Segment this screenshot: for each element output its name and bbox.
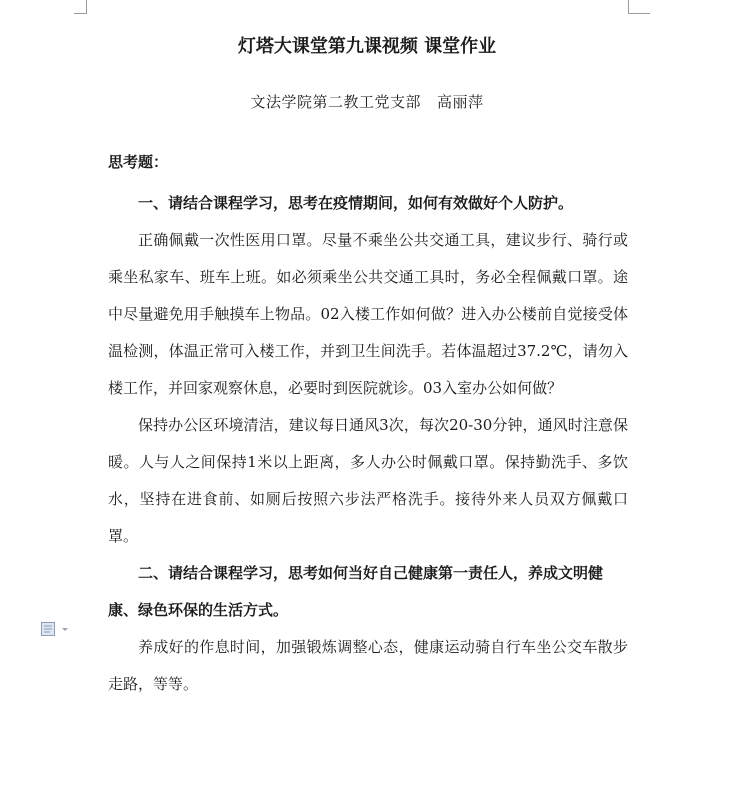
question-1: 一、请结合课程学习，思考在疫情期间，如何有效做好个人防护。 xyxy=(138,194,574,212)
crop-mark-top-left xyxy=(86,0,87,14)
crop-mark-top-right xyxy=(628,0,629,14)
document-body xyxy=(108,148,628,703)
author-name: 高丽萍 xyxy=(437,93,484,111)
document-options-icon[interactable] xyxy=(40,621,74,637)
crop-mark-top-right xyxy=(628,13,650,14)
author-unit: 文法学院第二教工党支部 xyxy=(250,93,421,111)
document-options-icon-glyph xyxy=(40,621,74,637)
question-2: 二、请结合课程学习，思考如何当好自己健康第一责任人，养成文明健康、绿色环保的生活方式。 xyxy=(108,564,604,619)
author-line xyxy=(0,91,734,113)
answer-1-paragraph-2: 保持办公区环境清洁，建议每日通风3次，每次20-30分钟，通风时注意保暖。人与人之间保持1米以上距离，多人办公时佩戴口罩。保持勤洗手、多饮水，坚持在进食前、如厕后按照六步法严格洗手。接待外来人员双方佩戴口罩。 xyxy=(108,416,628,545)
document-title: 灯塔大课堂第九课视频 课堂作业 xyxy=(237,36,497,57)
answer-1-paragraph-1: 正确佩戴一次性医用口罩。尽量不乘坐公共交通工具，建议步行、骑行或乘坐私家车、班车上班。如必须乘坐公共交通工具时，务必全程佩戴口罩。途中尽量避免用手触摸车上物品。02入楼工作如何做？进入办公楼前自觉接受体温检测，体温正常可入楼工作，并到卫生间洗手。若体温超过37.2℃，请勿入楼工作，并回家观察休息，必要时到医院就诊。03入室办公如何做？ xyxy=(108,231,628,397)
answer-2: 养成好的作息时间，加强锻炼调整心态，健康运动骑自行车坐公交车散步走路，等等。 xyxy=(108,638,628,693)
crop-mark-top-left xyxy=(74,13,87,14)
section-heading: 思考题： xyxy=(108,153,169,171)
